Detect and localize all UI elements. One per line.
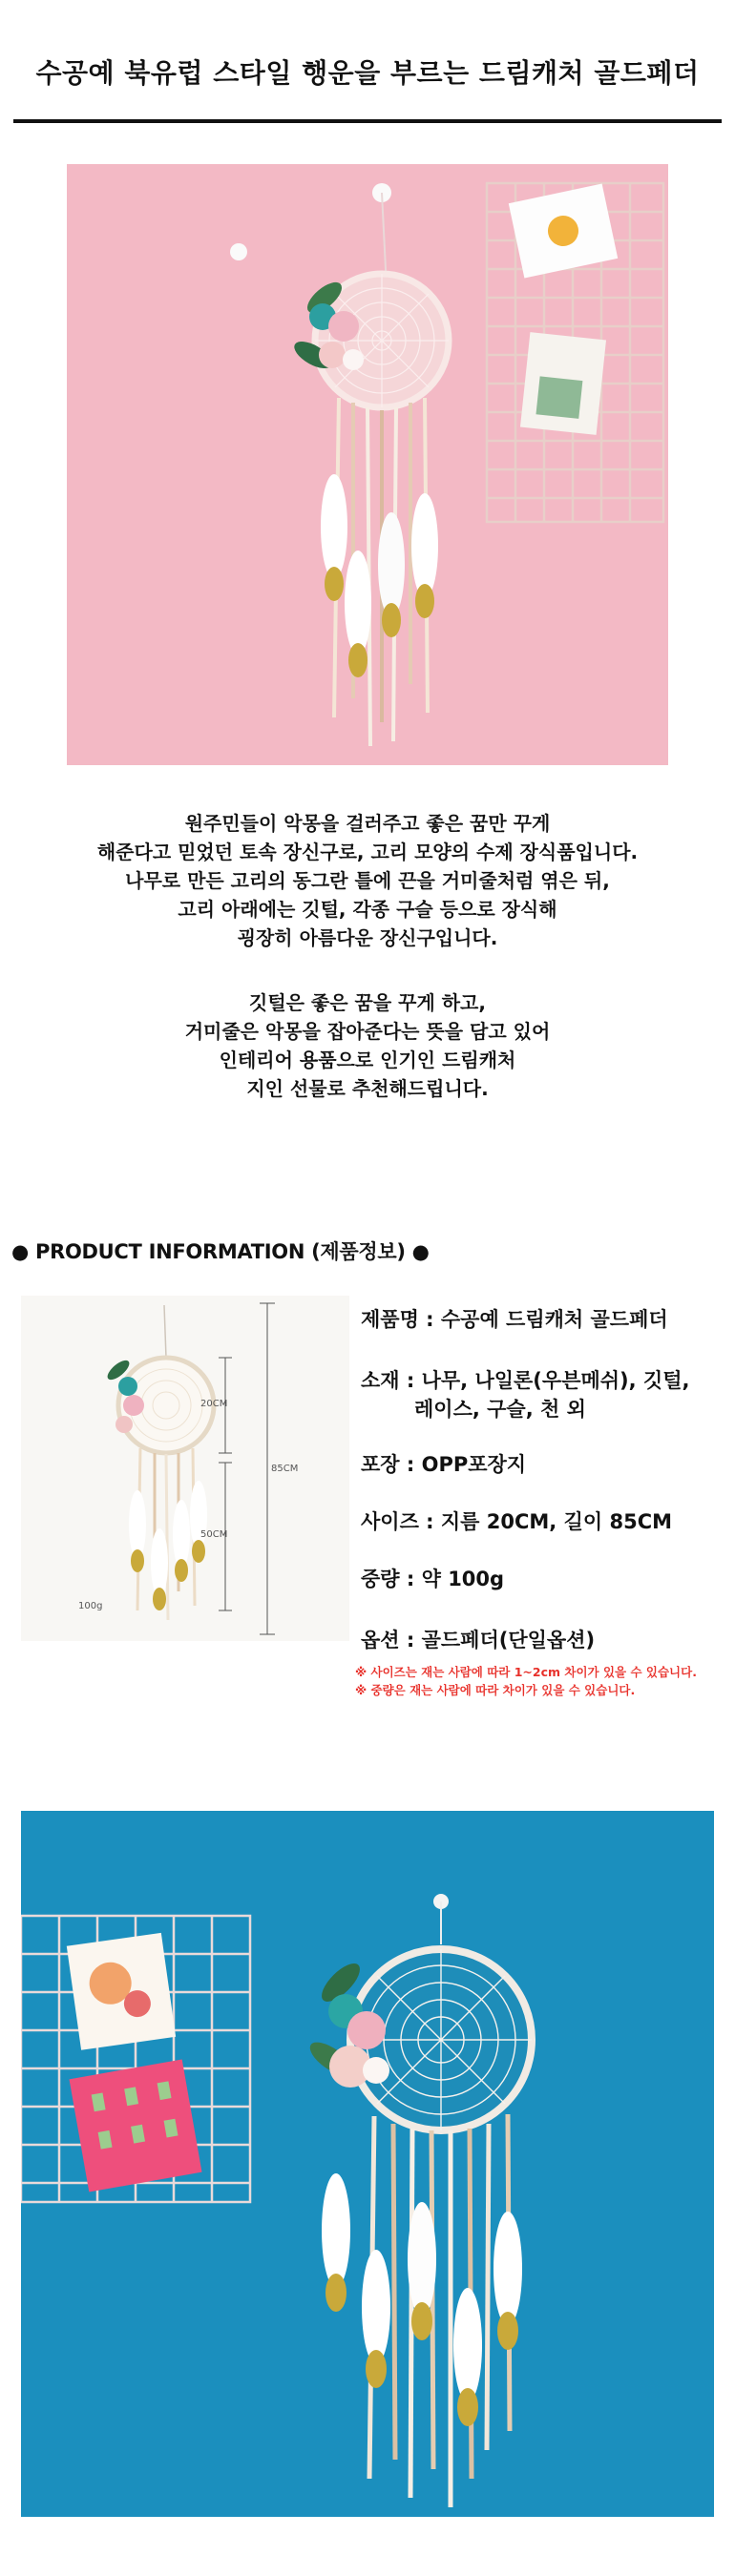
intro-line: 나무로 만든 고리의 동그란 틀에 끈을 거미줄처럼 엮은 뒤, [125,869,610,892]
product-info-heading: ● PRODUCT INFORMATION (제품정보) ● [11,1240,430,1263]
intro-line: 깃털은 좋은 꿈을 꾸게 하고, [249,991,486,1014]
intro-paragraph-2 [0,988,735,1103]
spec-size: 사이즈 : 지름 20CM, 길이 85CM [361,1510,672,1533]
spec-product-name: 제품명 : 수공예 드림캐처 골드페더 [361,1308,668,1331]
intro-line: 해준다고 믿었던 토속 장신구로, 고리 모양의 수제 장식품입니다. [96,841,639,863]
weight-note: ※ 중량은 재는 사람에 따라 차이가 있을 수 있습니다. [355,1683,636,1697]
intro-line: 지인 선물로 추천해드립니다. [246,1077,489,1100]
spec-material-line: 소재 : 나무, 나일론(우븐메쉬), 깃털, [361,1369,690,1392]
product-photo-pink-wall [67,164,668,765]
spec-material [361,1366,724,1423]
size-note: ※ 사이즈는 재는 사람에 따라 1~2cm 차이가 있을 수 있습니다. [355,1665,697,1679]
intro-paragraph-1 [0,809,735,952]
spec-packaging: 포장 : OPP포장지 [361,1453,527,1476]
spec-option: 옵션 : 골드페더(단일옵션) [361,1629,596,1652]
intro-line: 원주민들이 악몽을 걸러주고 좋은 꿈만 꾸게 [184,812,551,835]
size-diagram-photo [21,1296,349,1641]
product-photo-blue-wall [21,1811,714,2517]
ring-dimension-label: 20CM [200,1399,228,1409]
total-dimension-label: 85CM [271,1464,299,1474]
intro-line: 인테리어 용품으로 인기인 드림캐처 [219,1049,516,1071]
intro-line: 굉장히 아름다운 장신구입니다. [237,926,498,949]
intro-line: 거미줄은 악몽을 잡아준다는 뜻을 담고 있어 [184,1020,551,1043]
intro-line: 고리 아래에는 깃털, 각종 구슬 등으로 장식해 [178,898,557,921]
title-divider [13,119,722,123]
weight-label: 100g [78,1601,103,1611]
tail-dimension-label: 50CM [200,1529,228,1540]
spec-material-line: 레이스, 구슬, 천 외 [414,1398,586,1421]
spec-weight: 중량 : 약 100g [361,1568,505,1590]
page-title: 수공예 북유럽 스타일 행운을 부르는 드림캐처 골드페더 [35,57,700,89]
